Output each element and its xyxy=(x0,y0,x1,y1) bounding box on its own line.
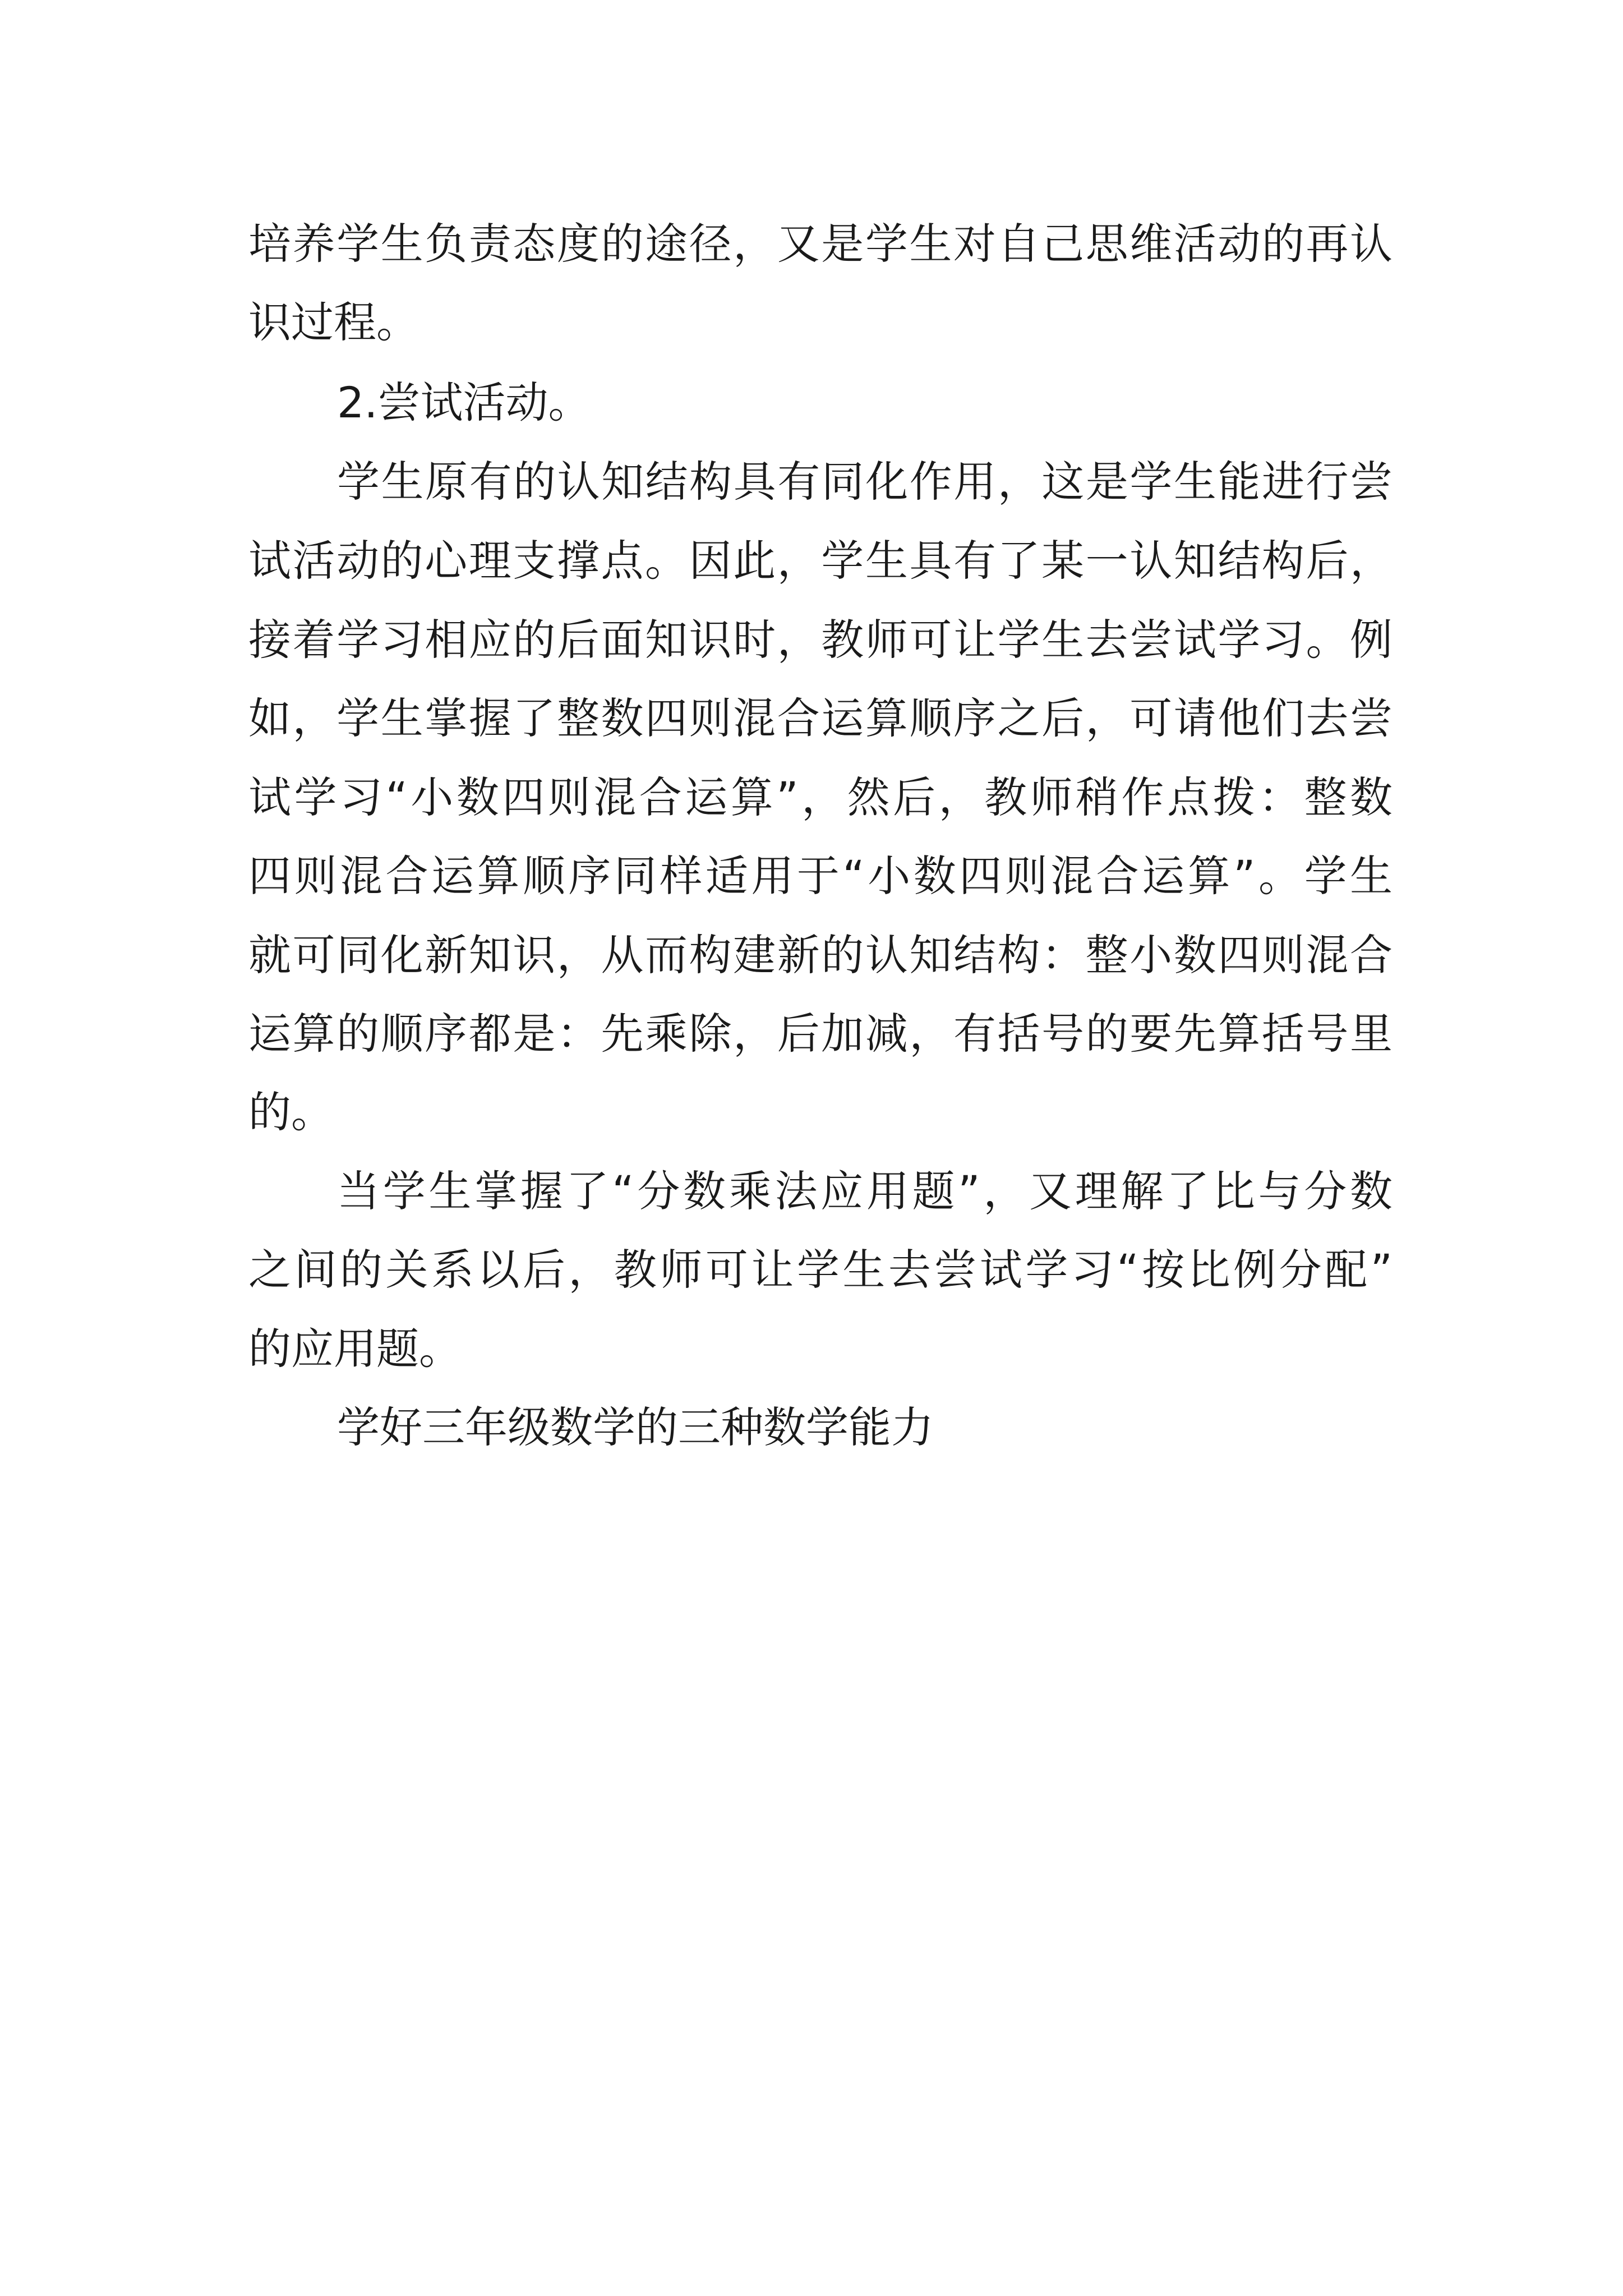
paragraph-line: 的。 xyxy=(248,1087,334,1137)
paragraph-line: 运算的顺序都是：先乘除，后加减，有括号的要先算括号里 xyxy=(248,1009,1393,1059)
paragraph-line: 之间的关系以后，教师可让学生去尝试学习“按比例分配” xyxy=(248,1245,1393,1295)
paragraph-line: 试学习“小数四则混合运算”，然后，教师稍作点拨：整数 xyxy=(248,772,1393,822)
paragraph-line: 四则混合运算顺序同样适用于“小数四则混合运算”。学生 xyxy=(248,851,1393,901)
paragraph-line: 的应用题。 xyxy=(248,1324,462,1374)
paragraph-line: 识过程。 xyxy=(248,297,419,347)
paragraph-line: 培养学生负责态度的途径，又是学生对自己思维活动的再认 xyxy=(248,219,1393,269)
paragraph-line: 就可同化新知识，从而构建新的认知结构：整小数四则混合 xyxy=(248,930,1393,980)
paragraph-line: 如，学生掌握了整数四则混合运算顺序之后，可请他们去尝 xyxy=(248,693,1393,743)
paragraph-line: 学生原有的认知结构具有同化作用，这是学生能进行尝 xyxy=(337,457,1393,507)
paragraph-line: 接着学习相应的后面知识时，教师可让学生去尝试学习。例 xyxy=(248,615,1393,665)
paragraph-line: 试活动的心理支撑点。因此，学生具有了某一认知结构后， xyxy=(248,536,1393,586)
section-heading: 2.尝试活动。 xyxy=(337,378,591,427)
section-title: 学好三年级数学的三种数学能力 xyxy=(337,1402,934,1452)
paragraph-line: 当学生掌握了“分数乘法应用题”，又理解了比与分数 xyxy=(337,1166,1393,1216)
